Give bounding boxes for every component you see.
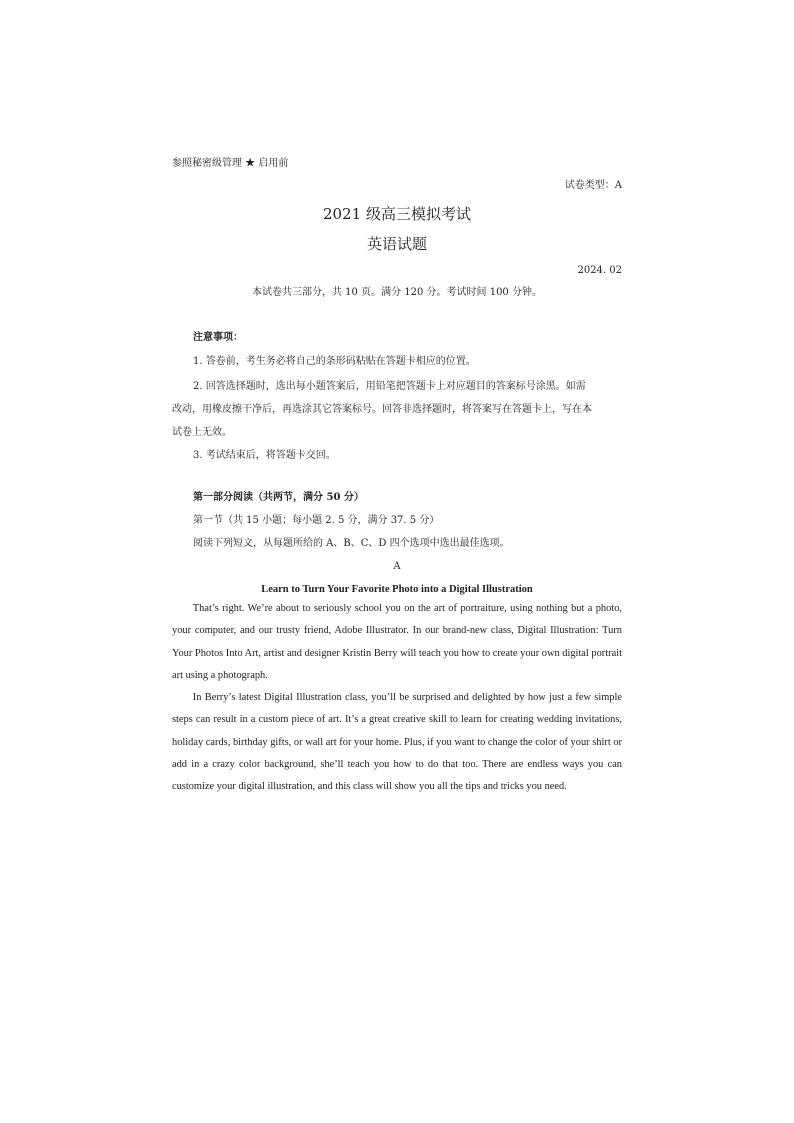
instruction: 阅读下列短文，从每题所给的 A、B、C、D 四个选项中选出最佳选项。 (193, 538, 510, 549)
passage-label: A (393, 561, 401, 572)
exam-summary: 本试卷共三部分，共 10 页。满分 120 分。考试时间 100 分钟。 (252, 287, 542, 298)
passage-title: Learn to Turn Your Favorite Photo into a Digital Illustration (261, 584, 533, 595)
passage-body (172, 598, 622, 799)
paper-type: 试卷类型：A (564, 180, 622, 191)
confidentiality-label: 参照秘密级管理 ★ 启用前 (172, 158, 289, 169)
exam-title: 2021 级高三模拟考试 (323, 205, 471, 223)
note-item: 改动，用橡皮擦干净后，再选涂其它答案标号。回答非选择题时，将答案写在答题卡上，写在本 (172, 404, 592, 415)
paragraph: In Berry’s latest Digital Illustration class, you’ll be surprised and delighted by how just a few simple steps can result in a custom piece of art. It’s a great creative skill to learn for creating wedding invitations, holiday cards, birthday gifts, or wall art for your home. Plus, if you want to change the color of your shirt or add in a crazy color background, she’ll teach you how to do that too. There are endless ways you can customize your digital illustration, and this class will show you all the tips and tricks you need. (172, 692, 622, 793)
subject-title: 英语试题 (366, 235, 427, 253)
part-heading: 第一部分阅读（共两节，满分 50 分） (193, 492, 364, 503)
note-item: 1. 答卷前，考生务必将自己的条形码粘贴在答题卡相应的位置。 (193, 356, 476, 367)
note-item: 3. 考试结束后，将答题卡交回。 (193, 450, 336, 461)
note-item: 2. 回答选择题时，选出每小题答案后，用铅笔把答题卡上对应题目的答案标号涂黑。如需 (193, 381, 586, 392)
note-item: 试卷上无效。 (172, 427, 232, 438)
paragraph: That’s right. We’re about to seriously school you on the art of portraiture, using nothing but a photo, your computer, and our trusty friend, Adobe Illustrator. In our brand-new class, Digital Illustration: Turn Your Photos Into Art, artist and designer Kristin Berry will teach you how to create your own digital portrait art using a photograph. (172, 603, 622, 681)
notes-heading: 注意事项： (193, 332, 243, 343)
exam-date: 2024. 02 (577, 265, 622, 276)
section-heading: 第一节（共 15 小题；每小题 2. 5 分，满分 37. 5 分） (193, 515, 440, 526)
